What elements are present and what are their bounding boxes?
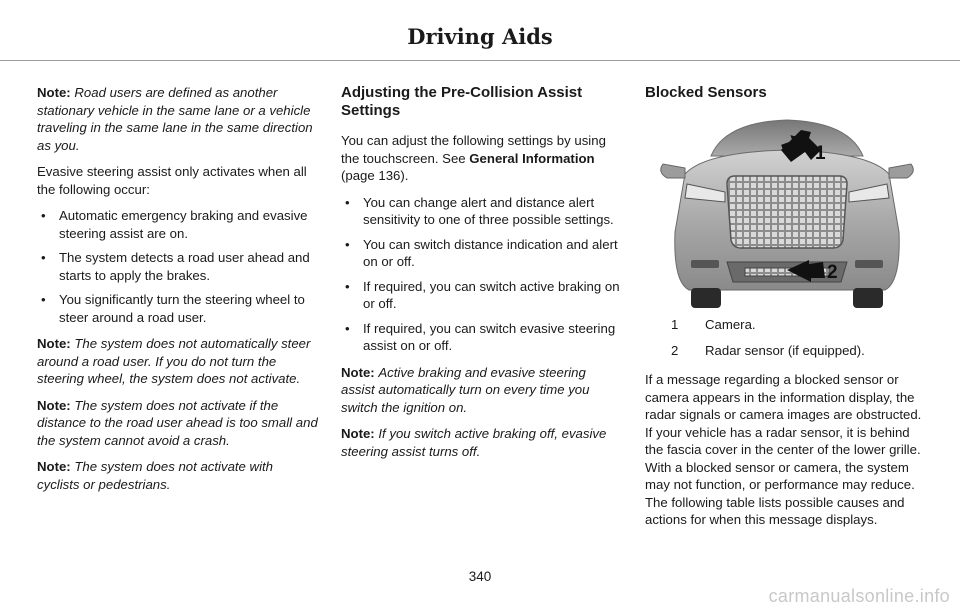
body-paragraph xyxy=(341,132,623,185)
note-label: Note: xyxy=(37,459,71,474)
legend-row xyxy=(645,342,929,360)
page-title: Driving Aids xyxy=(407,24,553,49)
list-item xyxy=(341,194,623,229)
list-item-text: Automatic emergency braking and evasive steering assist are on. xyxy=(59,208,308,241)
column-left xyxy=(37,84,319,502)
note-paragraph xyxy=(341,425,623,460)
bullet-icon: • xyxy=(41,292,46,307)
page-header xyxy=(0,0,960,64)
list-item xyxy=(37,291,319,326)
page-number: 340 xyxy=(468,569,492,584)
note-paragraph xyxy=(37,84,319,154)
body-paragraph: Evasive steering assist only activates when all the following occur: xyxy=(37,164,307,197)
column-middle xyxy=(341,84,623,469)
bullet-icon: • xyxy=(345,236,350,252)
note-label: Note: xyxy=(37,336,71,351)
list-item-text: You can switch distance indication and alert on or off. xyxy=(363,236,618,269)
note-label: Note: xyxy=(37,85,71,100)
note-paragraph xyxy=(341,364,623,417)
legend-number: 2 xyxy=(671,342,679,358)
callout-label: 1 xyxy=(815,143,826,164)
note-text: The system does not activate if the distance to the road user ahead is too small and the system cannot avoid a crash. xyxy=(37,397,318,448)
note-text: If you switch active braking off, evasive steering assist turns off. xyxy=(341,426,607,459)
list-item-text: If required, you can switch active braking on or off. xyxy=(363,278,620,311)
note-label: Note: xyxy=(341,426,375,441)
body-text: You can adjust the following settings by using the touchscreen. See xyxy=(341,133,606,166)
list-item-text: The system detects a road user ahead and starts to apply the brakes. xyxy=(59,250,310,283)
legend-text: Camera. xyxy=(705,317,756,332)
note-paragraph xyxy=(37,458,319,493)
list-item-text: If required, you can switch evasive steering assist on or off. xyxy=(363,320,616,353)
bullet-icon: • xyxy=(345,320,350,336)
header-divider xyxy=(0,60,960,61)
bullet-list xyxy=(37,207,319,326)
bullet-icon: • xyxy=(345,278,350,294)
legend-number: 1 xyxy=(671,317,679,332)
body-paragraph: If a message regarding a blocked sensor or camera appears in the information display, the radar signals or camera images are obstructed. If your vehicle has a radar sensor, it is behind the fascia cover in the center of the lower grille. With a blocked sensor or camera, the system may not function, or performance may reduce. The following table lists possible causes and actions for when this message displays. xyxy=(645,372,922,527)
vehicle-front-illustration xyxy=(645,112,929,312)
bullet-icon: • xyxy=(41,250,46,265)
note-label: Note: xyxy=(341,364,375,380)
bullet-icon: • xyxy=(345,194,350,210)
legend-row xyxy=(645,316,929,334)
callout-label: 2 xyxy=(827,262,838,283)
section-heading: Blocked Sensors xyxy=(645,84,767,101)
vehicle-front-figure xyxy=(645,112,929,312)
note-label: Note: xyxy=(37,397,71,413)
body-text: (page 136). xyxy=(341,168,409,183)
note-text: Road users are defined as another stationary vehicle in the same lane or a vehicle traveling in the same lane in the same direction as you. xyxy=(37,85,313,153)
watermark-text: carmanualsonline.info xyxy=(768,586,950,606)
list-item xyxy=(341,278,623,313)
note-paragraph xyxy=(37,397,319,450)
note-text: The system does not automatically steer around a road user. If you do not turn the steering wheel, the system does not activate. xyxy=(37,336,311,386)
note-paragraph xyxy=(37,335,319,388)
list-item xyxy=(37,249,319,284)
list-item xyxy=(341,236,623,271)
note-text: The system does not activate with cyclists or pedestrians. xyxy=(37,459,274,492)
list-item-text: You significantly turn the steering wheel to steer around a road user. xyxy=(59,292,305,325)
figure-legend xyxy=(645,316,929,359)
list-item-text: You can change alert and distance alert sensitivity to one of three possible settings. xyxy=(363,194,614,227)
bullet-list xyxy=(341,194,623,355)
note-text: Active braking and evasive steering assist automatically turn on every time you switch the ignition on. xyxy=(341,364,590,415)
column-right xyxy=(645,84,929,538)
cross-reference-link[interactable]: General Information xyxy=(469,150,595,166)
bullet-icon: • xyxy=(41,208,46,223)
list-item xyxy=(341,320,623,355)
list-item xyxy=(37,207,319,242)
legend-text: Radar sensor (if equipped). xyxy=(705,342,865,358)
section-heading: Adjusting the Pre-Collision Assist Settings xyxy=(341,84,583,119)
